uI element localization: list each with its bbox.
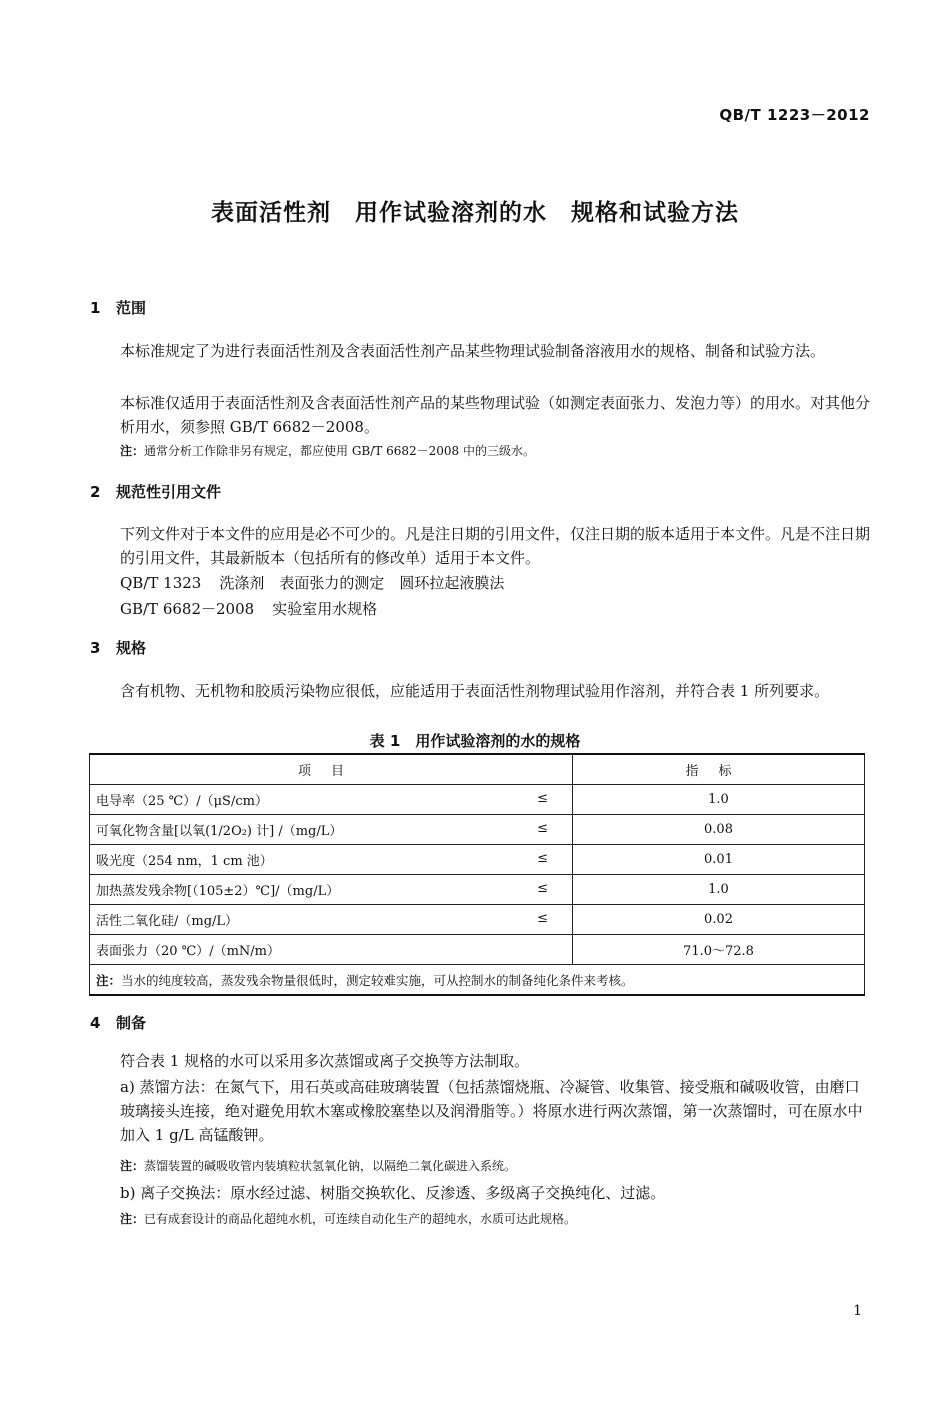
section-1-note: 注：通常分析工作除非另有规定，都应使用 GB/T 6682－2008 中的三级水。	[120, 444, 535, 458]
section-4-heading	[90, 1012, 146, 1033]
header-item: 项目	[90, 754, 573, 785]
reference-item: GB/T 6682－2008 实验室用水规格	[120, 600, 378, 618]
list-marker: b)	[120, 1184, 136, 1202]
section-2-paragraph-1: 下列文件对于本文件的应用是必不可少的。凡是注日期的引用文件，仅注日期的版本适用于本文件。凡是不注日期的引用文件，其最新版本（包括所有的修改单）适用于本文件。	[120, 525, 871, 567]
section-4-paragraph-1: 符合表 1 规格的水可以采用多次蒸馏或离子交换等方法制取。	[120, 1052, 530, 1070]
row-operator: ≤	[537, 851, 548, 866]
section-title: 制备	[116, 1014, 147, 1032]
table-header-row	[90, 754, 865, 785]
row-value: 1.0	[573, 785, 865, 815]
section-number: 2	[90, 483, 101, 501]
row-value: 71.0～72.8	[573, 935, 865, 965]
row-value: 0.01	[573, 845, 865, 875]
table-row	[90, 815, 865, 845]
table-row	[90, 785, 865, 815]
page-number: 1	[853, 1303, 862, 1319]
table-note-row: 注：当水的纯度较高，蒸发残余物量很低时，测定较难实施，可从控制水的制备纯化条件来考核。	[90, 965, 865, 996]
section-title: 范围	[116, 299, 147, 317]
section-title: 规范性引用文件	[116, 483, 222, 501]
section-1-paragraph-2: 本标准仅适用于表面活性剂及含表面活性剂产品的某些物理试验（如测定表面张力、发泡力等）的用水。对其他分析用水，须参照 GB/T 6682－2008。	[120, 394, 871, 436]
table-caption: 表 1 用作试验溶剂的水的规格	[369, 732, 581, 750]
document-title: 表面活性剂 用作试验溶剂的水 规格和试验方法	[211, 200, 739, 226]
section-3-paragraph-1: 含有机物、无机物和胶质污染物应很低，应能适用于表面活性剂物理试验用作溶剂，并符合表 1 所列要求。	[120, 682, 830, 700]
section-4-note-2: 注：已有成套设计的商品化超纯水机，可连续自动化生产的超纯水，水质可达此规格。	[120, 1212, 577, 1226]
row-operator: ≤	[537, 881, 548, 896]
table-row	[90, 905, 865, 935]
row-item: 表面张力（20 ℃）/（mN/m）	[96, 944, 281, 959]
row-item: 电导率（25 ℃）/（μS/cm）	[96, 794, 268, 809]
section-4-item-b: b) 离子交换法：原水经过滤、树脂交换软化、反渗透、多级离子交换纯化、过滤。	[120, 1184, 666, 1202]
table-note: 当水的纯度较高，蒸发残余物量很低时，测定较难实施，可从控制水的制备纯化条件来考核。	[121, 972, 634, 988]
header-value: 指标	[573, 754, 865, 785]
table-row	[90, 935, 865, 965]
row-operator: ≤	[537, 791, 548, 806]
section-4-item-a: a) 蒸馏方法：在氮气下，用石英或高硅玻璃装置（包括蒸馏烧瓶、冷凝管、收集管、接受瓶和碱吸收管，由磨口玻璃接头连接，绝对避免用软木塞或橡胶塞垫以及润滑脂等。）将原水进行两次蒸馏，第一次蒸馏时，可在原水中加入 1 g/L 高锰酸钾。	[120, 1078, 863, 1144]
section-number: 1	[90, 299, 101, 317]
section-number: 4	[90, 1014, 101, 1032]
table-row	[90, 845, 865, 875]
table-row	[90, 875, 865, 905]
section-1-heading	[90, 297, 146, 318]
row-item: 吸光度（254 nm，1 cm 池）	[96, 854, 273, 869]
spec-table	[89, 753, 865, 996]
row-item: 活性二氧化硅/（mg/L）	[96, 914, 239, 929]
row-item: 可氧化物含量[以氧(1/2O₂) 计] /（mg/L）	[96, 824, 343, 839]
section-2-heading	[90, 481, 221, 502]
section-1-paragraph-1: 本标准规定了为进行表面活性剂及含表面活性剂产品某些物理试验制备溶液用水的规格、制备和试验方法。	[120, 342, 826, 360]
row-operator: ≤	[537, 911, 548, 926]
row-value: 1.0	[573, 875, 865, 905]
row-value: 0.02	[573, 905, 865, 935]
section-title: 规格	[116, 639, 147, 657]
list-marker: a)	[120, 1078, 135, 1096]
row-item: 加热蒸发残余物[（105±2）℃]/（mg/L）	[96, 884, 340, 899]
section-number: 3	[90, 639, 101, 657]
section-3-heading	[90, 637, 146, 658]
section-4-note-1: 注：蒸馏装置的碱吸收管内装填粒状氢氧化钠，以隔绝二氧化碳进入系统。	[120, 1159, 517, 1173]
standard-code: QB/T 1223－2012	[719, 106, 870, 124]
row-value: 0.08	[573, 815, 865, 845]
reference-item: QB/T 1323 洗涤剂 表面张力的测定 圆环拉起液膜法	[120, 574, 505, 592]
row-operator: ≤	[537, 821, 548, 836]
